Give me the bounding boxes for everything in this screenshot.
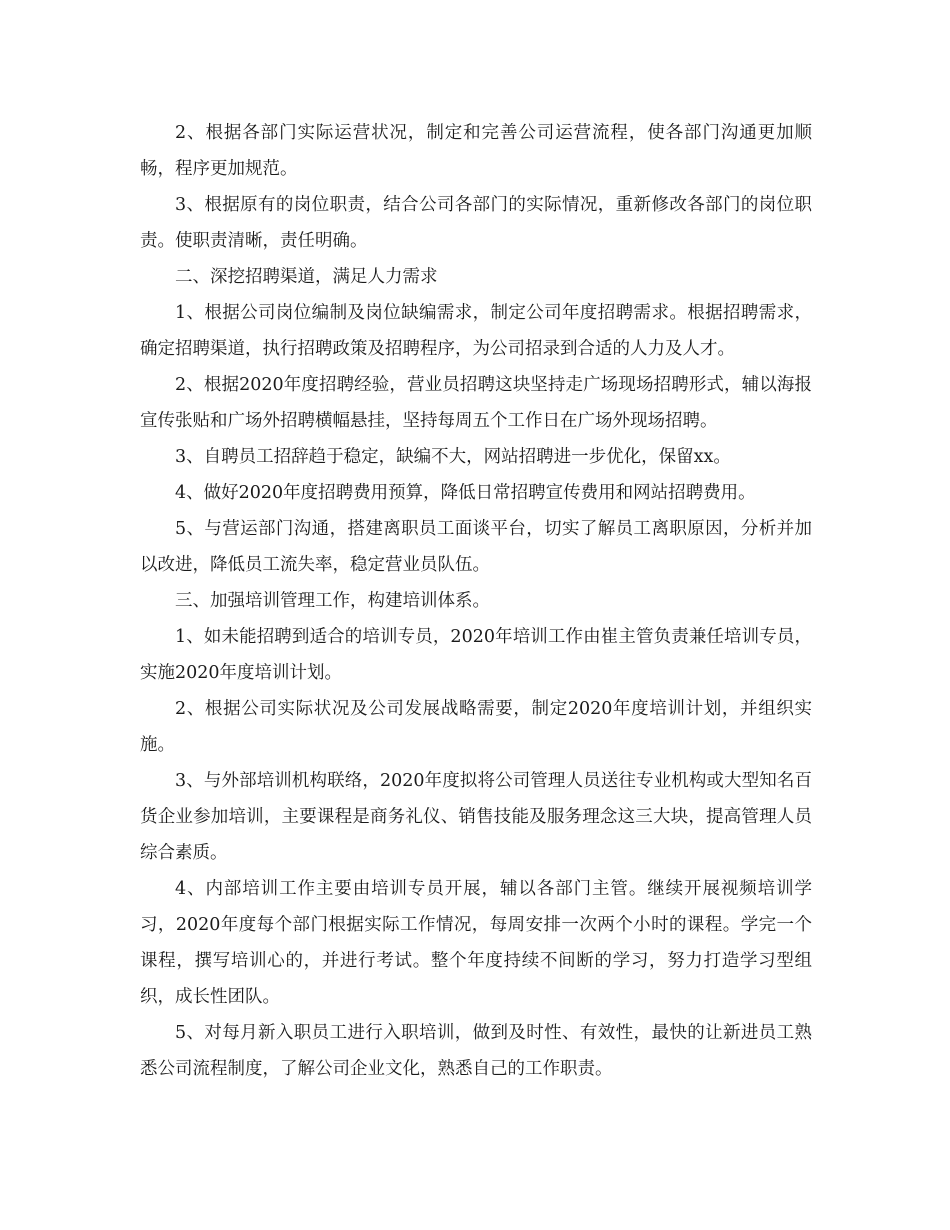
paragraph-recruitment-demand: 1、根据公司岗位编制及岗位缺编需求，制定公司年度招聘需求。根据招聘需求，确定招聘渠道，执行招聘政策及招聘程序，为公司招录到合适的人力及人才。 (140, 303, 812, 359)
paragraph-external-training: 3、与外部培训机构联络，2020年度拟将公司管理人员送往专业机构或大型知名百货企业参加培训，主要课程是商务礼仪、销售技能及服务理念这三大块，提高管理人员综合素质。 (140, 771, 812, 863)
paragraph-recruitment-budget: 4、做好2020年度招聘费用预算，降低日常招聘宣传费用和网站招聘费用。 (175, 483, 756, 503)
paragraph-recruitment-stable: 3、自聘员工招辞趋于稳定，缺编不大，网站招聘进一步优化，保留xx。 (175, 447, 731, 467)
paragraph-recruitment-experience: 2、根据2020年度招聘经验，营业员招聘这块坚持走广场现场招聘形式，辅以海报宣传张贴和广场外招聘横幅悬挂，坚持每周五个工作日在广场外现场招聘。 (140, 375, 812, 431)
paragraph-training-specialist: 1、如未能招聘到适合的培训专员，2020年培训工作由崔主管负责兼任培训专员，实施2020年度培训计划。 (140, 627, 812, 683)
paragraph-exit-interview: 5、与营运部门沟通，搭建离职员工面谈平台，切实了解员工离职原因，分析并加以改进，降低员工流失率，稳定营业员队伍。 (140, 519, 812, 575)
paragraph-job-duties: 3、根据原有的岗位职责，结合公司各部门的实际情况，重新修改各部门的岗位职责。使职责清晰，责任明确。 (140, 195, 812, 251)
section-heading-training: 三、加强培训管理工作，构建培训体系。 (175, 591, 490, 611)
paragraph-training-plan: 2、根据公司实际状况及公司发展战略需要，制定2020年度培训计划，并组织实施。 (140, 699, 812, 755)
paragraph-onboarding-training: 5、对每月新入职员工进行入职培训，做到及时性、有效性，最快的让新进员工熟悉公司流程制度，了解公司企业文化，熟悉自己的工作职责。 (140, 1023, 812, 1079)
paragraph-internal-training: 4、内部培训工作主要由培训专员开展，辅以各部门主管。继续开展视频培训学习，2020年度每个部门根据实际工作情况，每周安排一次两个小时的课程。学完一个课程，撰写培训心的，并进行考试。整个年度持续不间断的学习，努力打造学习型组织，成长性团队。 (140, 879, 812, 1007)
document-body (140, 115, 812, 1087)
section-heading-recruitment: 二、深挖招聘渠道，满足人力需求 (175, 267, 438, 287)
paragraph-dept-process: 2、根据各部门实际运营状况，制定和完善公司运营流程，使各部门沟通更加顺畅，程序更加规范。 (140, 123, 812, 179)
